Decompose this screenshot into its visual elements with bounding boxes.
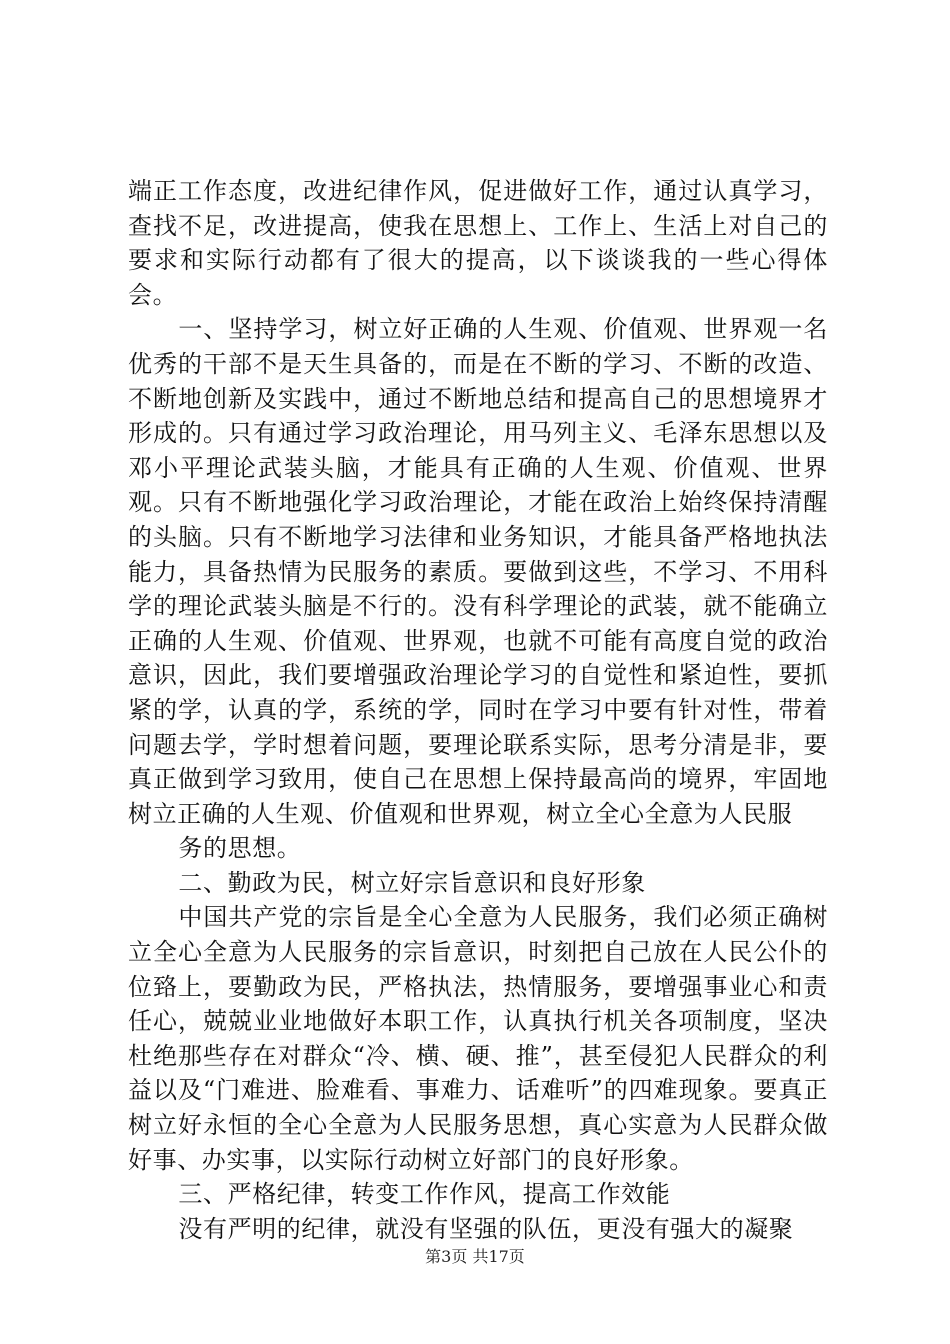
section-heading-3: 三、严格纪律，转变工作作风，提高工作效能: [178, 1180, 671, 1209]
paragraph-3: 务的思想。: [178, 834, 302, 863]
paragraph-2: 一、坚持学习，树立好正确的人生观、价值观、世界观一名优秀的干部不是天生具备的，而是在不断的学习、不断的改造、不断地创新及实践中，通过不断地总结和提高自己的思想境界才形成的。只有通过学习政治理论，用马列主义、毛泽东思想以及邓小平理论武装头脑，才能具有正确的人生观、价值观、世界观。只有不断地强化学习政治理论，才能在政治上始终保持清醒的头脑。只有不断地学习法律和业务知识，才能具备严格地执法能力，具备热情为民服务的素质。要做到这些，不学习、不用科学的理论武装头脑是不行的。没有科学理论的武装，就不能确立正确的人生观、价值观、世界观，也就不可能有高度自觉的政治意识，因此，我们要增强政治理论学习的自觉性和紧迫性，要抓紧的学，认真的学，系统的学，同时在学习中要有针对性，带着问题去学，学时想着问题，要理论联系实际，思考分清是非，要真正做到学习致用，使自己在思想上保持最高尚的境界，牢固地树立正确的人生观、价值观和世界观，树立全心全意为人民服: [128, 315, 828, 828]
section-heading-2: 二、勤政为民，树立好宗旨意识和良好形象: [178, 868, 646, 897]
document-body: [128, 174, 828, 1246]
page-footer: 第3页 共17页: [425, 1247, 525, 1266]
paragraph-1: 端正工作态度，改进纪律作风，促进做好工作，通过认真学习，查找不足，改进提高，使我在思想上、工作上、生活上对自己的要求和实际行动都有了很大的提高，以下谈谈我的一些心得体会。: [128, 177, 828, 309]
paragraph-5: 没有严明的纪律，就没有坚强的队伍，更没有强大的凝聚: [178, 1214, 794, 1243]
paragraph-4: 中国共产党的宗旨是全心全意为人民服务，我们必须正确树立全心全意为人民服务的宗旨意识，时刻把自己放在人民公仆的位臵上，要勤政为民，严格执法，热情服务，要增强事业心和责任心，兢兢业业地做好本职工作，认真执行机关各项制度，坚决杜绝那些存在对群众“冷、横、硬、推”，甚至侵犯人民群众的利益以及“门难进、脸难看、事难力、话难听”的四难现象。要真正树立好永恒的全心全意为人民服务思想，真心实意为人民群众做好事、办实事，以实际行动树立好部门的良好形象。: [128, 903, 828, 1174]
